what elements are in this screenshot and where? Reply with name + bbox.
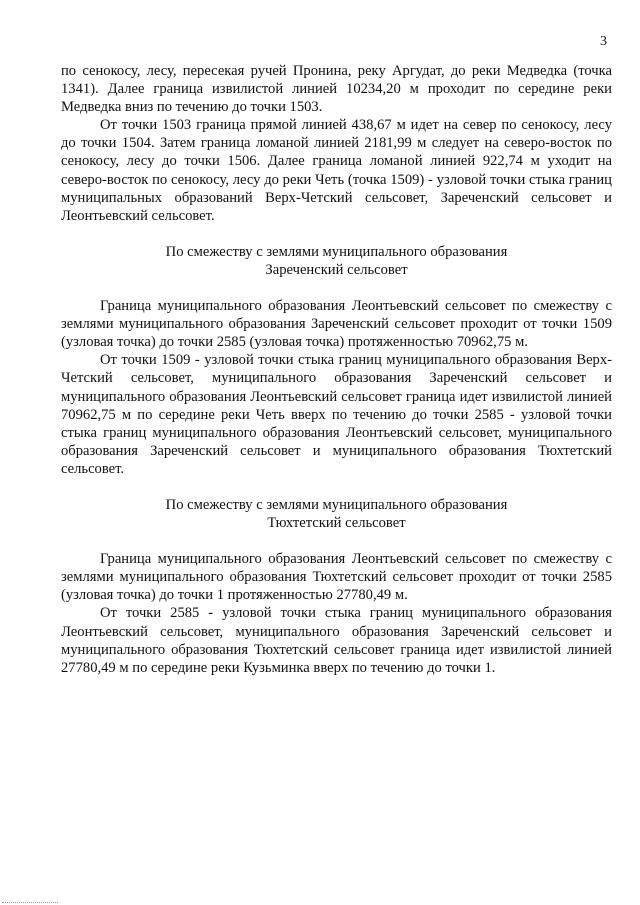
paragraph-zarechensky-summary: Граница муниципального образования Леонтьевский сельсовет по смежеству с землями муниципального образования Зареченский сельсовет проходит от точки 1509 (узловая точка) до точки 2585 (узловая точка) протяженностью 70962,75 м.: [61, 298, 612, 351]
section-heading-line: По смежеству с землями муниципального образования: [165, 243, 508, 260]
paragraph-tyukhtetsky-route: От точки 2585 - узловой точки стыка границ муниципального образования Леонтьевский сельсовет, муниципального образования Зареченский сельсовет и муниципального образования Тюхтетский сельсовет граница идет извилистой линией 27780,49 м по середине реки Кузьминка вверх по течению до точки 1.: [61, 605, 612, 676]
document-body: [61, 62, 612, 677]
page-number: 3: [600, 34, 607, 49]
paragraph-continuation: по сенокосу, лесу, пересекая ручей Пронина, реку Аргудат, до реки Медведка (точка 1341). Далее граница извилистой линией 10234,20 м проходит по середине реки Медведка вниз по течению до точки 1503.: [61, 63, 612, 116]
section-heading-line: По смежеству с землями муниципального образования: [165, 496, 508, 513]
section-heading-tyukhtetsky: [61, 496, 612, 532]
scan-edge-mark: [2, 902, 58, 903]
paragraph-zarechensky-route: От точки 1509 - узловой точки стыка границ муниципального образования Верх-Четский сельсовет, муниципального образования Зареченский сельсовет и муниципального образования Леонтьевский сельсовет граница идет извилистой линией 70962,75 м по середине реки Четь вверх по течению до точки 2585 - узловой точки стыка границ муниципального образования Леонтьевский сельсовет, муниципального образования Зареченский сельсовет и муниципального образования Тюхтетский сельсовет.: [61, 352, 612, 477]
paragraph-tyukhtetsky-summary: Граница муниципального образования Леонтьевский сельсовет по смежеству с землями муниципального образования Тюхтетский сельсовет проходит от точки 2585 (узловая точка) до точки 1 протяженностью 27780,49 м.: [61, 551, 612, 604]
section-heading-line: Тюхтетский сельсовет: [267, 515, 406, 532]
section-heading-zarechensky: [61, 243, 612, 279]
paragraph-route-1503-1509: От точки 1503 граница прямой линией 438,67 м идет на север по сенокосу, лесу до точки 1504. Затем граница ломаной линией 2181,99 м следует на северо-восток по сенокосу, лесу до точки 1506. Далее граница ломаной линией 922,74 м уходит на северо-восток по сенокосу, лесу до реки Четь (точка 1509) - узловой точки стыка границ муниципальных образований Верх-Четский сельсовет, Зареченский сельсовет и Леонтьевский сельсовет.: [61, 117, 612, 224]
section-heading-line: Зареченский сельсовет: [265, 261, 408, 278]
